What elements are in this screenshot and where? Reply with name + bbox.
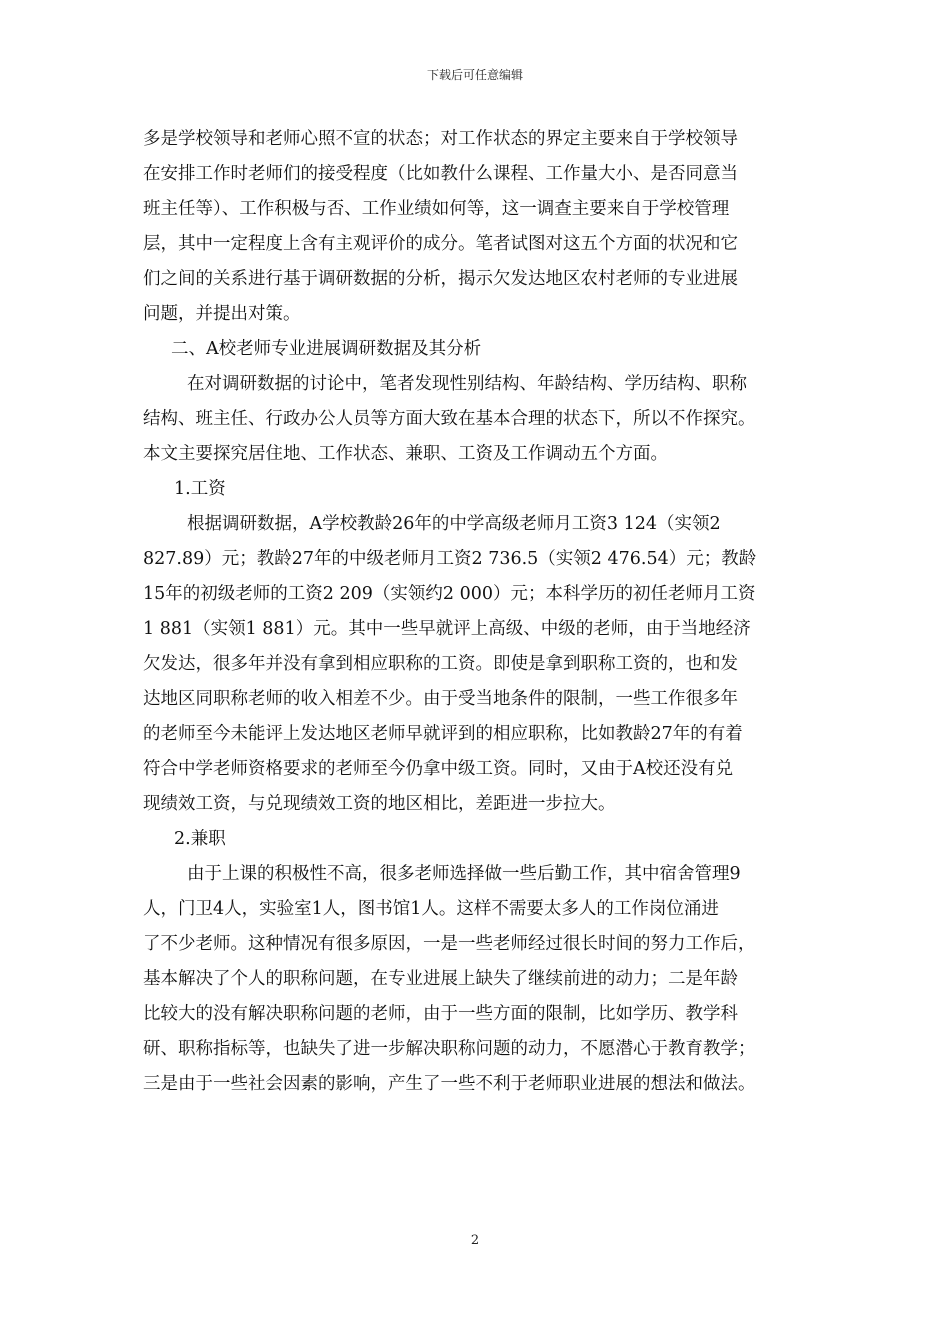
page-header: 下载后可任意编辑 [426, 68, 523, 82]
text-line: 2.兼职 [174, 829, 226, 849]
text-line: 欠发达，很多年并没有拿到相应职称的工资。即使是拿到职称工资的，也和发 [143, 654, 738, 674]
text-line: 研、职称指标等，也缺失了进一步解决职称问题的动力，不愿潜心于教育教学； [143, 1039, 756, 1059]
text-line: 符合中学老师资格要求的老师至今仍拿中级工资。同时，又由于A校还没有兑 [143, 759, 734, 779]
text-line: 三是由于一些社会因素的影响，产生了一些不利于老师职业进展的想法和做法。 [143, 1074, 756, 1094]
text-line: 15年的初级老师的工资2 209（实领约2 000）元；本科学历的初任老师月工资 [143, 584, 756, 604]
text-line: 的老师至今未能评上发达地区老师早就评到的相应职称，比如教龄27年的有着 [143, 724, 743, 744]
text-line: 现绩效工资，与兑现绩效工资的地区相比，差距进一步拉大。 [143, 794, 616, 814]
text-line: 二、A校老师专业进展调研数据及其分析 [171, 339, 482, 359]
text-line: 1 881（实领1 881）元。其中一些早就评上高级、中级的老师，由于当地经济 [143, 619, 751, 639]
text-line: 多是学校领导和老师心照不宣的状态；对工作状态的界定主要来自于学校领导 [143, 129, 738, 149]
text-line: 1.工资 [174, 479, 226, 499]
text-line: 在对调研数据的讨论中，笔者发现性别结构、年龄结构、学历结构、职称 [187, 374, 747, 394]
text-line: 班主任等）、工作积极与否、工作业绩如何等，这一调查主要来自于学校管理 [143, 199, 730, 219]
page-number: 2 [470, 1233, 480, 1248]
text-line: 在安排工作时老师们的接受程度（比如教什么课程、工作量大小、是否同意当 [143, 164, 738, 184]
text-line: 人，门卫4人，实验室1人，图书馆1人。这样不需要太多人的工作岗位涌进 [143, 899, 719, 919]
text-line: 比较大的没有解决职称问题的老师，由于一些方面的限制，比如学历、教学科 [143, 1004, 738, 1024]
text-line: 由于上课的积极性不高，很多老师选择做一些后勤工作，其中宿舍管理9 [187, 864, 741, 884]
text-line: 层，其中一定程度上含有主观评价的成分。笔者试图对这五个方面的状况和它 [143, 234, 738, 254]
document-body [143, 122, 815, 1102]
text-line: 基本解决了个人的职称问题，在专业进展上缺失了继续前进的动力；二是年龄 [143, 969, 738, 989]
text-line: 达地区同职称老师的收入相差不少。由于受当地条件的限制，一些工作很多年 [143, 689, 738, 709]
text-line: 根据调研数据，A学校教龄26年的中学高级老师月工资3 124（实领2 [187, 514, 721, 534]
text-line: 本文主要探究居住地、工作状态、兼职、工资及工作调动五个方面。 [143, 444, 668, 464]
text-line: 问题，并提出对策。 [143, 304, 301, 324]
text-line: 结构、班主任、行政办公人员等方面大致在基本合理的状态下，所以不作探究。 [143, 409, 756, 429]
text-line: 了不少老师。这种情况有很多原因，一是一些老师经过很长时间的努力工作后， [143, 934, 756, 954]
text-line: 们之间的关系进行基于调研数据的分析，揭示欠发达地区农村老师的专业进展 [143, 269, 738, 289]
text-line: 827.89）元；教龄27年的中级老师月工资2 736.5（实领2 476.54）元；教龄 [143, 549, 757, 569]
